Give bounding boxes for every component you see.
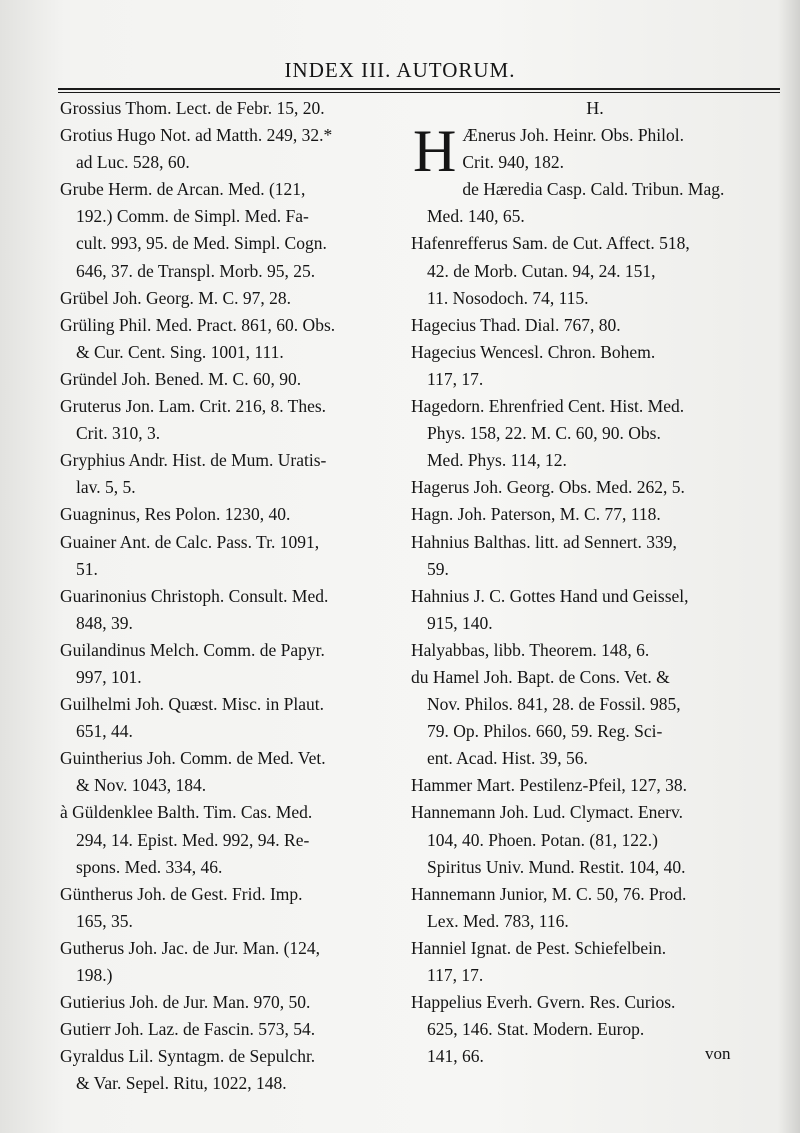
entry-continuation-line: & Nov. 1043, 184. xyxy=(76,775,207,796)
entry-line: Gründel Joh. Bened. M. C. 60, 90. xyxy=(60,368,302,389)
index-entry xyxy=(411,799,779,880)
entry-line: Hagn. Joh. Paterson, M. C. 77, 118. xyxy=(411,504,661,525)
entry-line: Guintherius Joh. Comm. de Med. Vet. xyxy=(60,748,326,769)
right-column xyxy=(411,95,779,1070)
index-entry xyxy=(60,366,404,393)
index-entry xyxy=(60,799,404,880)
entry-continuation-line: Lex. Med. 783, 116. xyxy=(427,910,569,931)
index-entry xyxy=(411,230,779,311)
entry-line: à Güldenklee Balth. Tim. Cas. Med. xyxy=(60,802,313,823)
index-entry xyxy=(411,312,779,339)
index-entry xyxy=(411,393,779,474)
header-rule xyxy=(58,88,780,90)
entry-continuation-line: 141, 66. xyxy=(427,1046,484,1067)
entry-continuation-line: 651, 44. xyxy=(76,721,133,742)
entry-line: Gryphius Andr. Hist. de Mum. Uratis- xyxy=(60,450,327,471)
index-entry xyxy=(60,881,404,935)
entry-continuation-line: Phys. 158, 22. M. C. 60, 90. Obs. xyxy=(427,423,661,444)
entry-line: Grotius Hugo Not. ad Matth. 249, 32.* xyxy=(60,125,333,146)
entry-continuation-line: 117, 17. xyxy=(427,965,484,985)
entry-line: Hagecius Thad. Dial. 767, 80. xyxy=(411,314,621,335)
index-entry xyxy=(60,95,404,122)
index-entry xyxy=(411,176,779,230)
index-entry xyxy=(60,745,404,799)
entry-continuation-line: 79. Op. Philos. 660, 59. Reg. Sci- xyxy=(427,721,663,742)
entry-continuation-line: spons. Med. 334, 46. xyxy=(76,856,223,877)
entry-continuation-line: & Var. Sepel. Ritu, 1022, 148. xyxy=(76,1073,287,1094)
entry-continuation-line: Nov. Philos. 841, 28. de Fossil. 985, xyxy=(427,694,681,715)
entry-line: Hahnius Balthas. litt. ad Sennert. 339, xyxy=(411,531,677,552)
left-column xyxy=(60,95,404,1097)
index-entry xyxy=(411,935,779,989)
entry-line: Grübel Joh. Georg. M. C. 97, 28. xyxy=(60,287,292,308)
entry-continuation-line: 165, 35. xyxy=(76,910,133,931)
entry-line: Guilandinus Melch. Comm. de Papyr. xyxy=(60,639,325,660)
index-entry xyxy=(411,501,779,528)
entry-line: Ænerus Joh. Heinr. Obs. Philol. xyxy=(462,125,685,146)
entry-continuation-line: 997, 101. xyxy=(76,666,142,687)
entry-line: Gyraldus Lil. Syntagm. de Sepulchr. xyxy=(60,1046,316,1067)
drop-capital: H xyxy=(413,118,457,185)
entry-line: Hagedorn. Ehrenfried Cent. Hist. Med. xyxy=(411,396,685,417)
index-entry xyxy=(60,637,404,691)
entry-line: Gruterus Jon. Lam. Crit. 216, 8. Thes. xyxy=(60,396,327,417)
entry-continuation-line: 294, 14. Epist. Med. 992, 94. Re- xyxy=(76,829,310,850)
entry-continuation-line: Spiritus Univ. Mund. Restit. 104, 40. xyxy=(427,856,686,877)
entry-line: du Hamel Joh. Bapt. de Cons. Vet. & xyxy=(411,666,670,687)
index-entry xyxy=(60,122,404,176)
entry-continuation-line: Crit. 310, 3. xyxy=(76,423,161,444)
entry-line: Hannemann Joh. Lud. Clymact. Enerv. xyxy=(411,802,683,823)
section-letter: H. xyxy=(586,98,604,118)
index-entry xyxy=(60,1043,404,1097)
index-entry xyxy=(411,583,779,637)
index-entry xyxy=(60,1016,404,1043)
entry-continuation-line: 915, 140. xyxy=(427,612,493,633)
entry-continuation-line: 646, 37. de Transpl. Morb. 95, 25. xyxy=(76,260,316,281)
entry-continuation-line: 42. de Morb. Cutan. 94, 24. 151, xyxy=(427,260,656,281)
index-entry xyxy=(60,935,404,989)
catchword: von xyxy=(705,1044,731,1063)
entry-line: Hanniel Ignat. de Pest. Schiefelbein. xyxy=(411,937,667,958)
entry-line: Gutherus Joh. Jac. de Jur. Man. (124, xyxy=(60,937,321,958)
page-edge-shadow xyxy=(778,0,800,1133)
entry-continuation-line: lav. 5, 5. xyxy=(76,477,136,498)
entry-continuation-line: 117, 17. xyxy=(427,368,484,389)
entry-line: Hahnius J. C. Gottes Hand und Geissel, xyxy=(411,585,689,606)
entry-continuation-line: Med. 140, 65. xyxy=(427,206,525,227)
entry-continuation-line: 104, 40. Phoen. Potan. (81, 122.) xyxy=(427,829,658,850)
entry-line: Hammer Mart. Pestilenz-Pfeil, 127, 38. xyxy=(411,775,688,796)
entry-continuation-line: cult. 993, 95. de Med. Simpl. Cogn. xyxy=(76,233,327,254)
entry-line: Guilhelmi Joh. Quæst. Misc. in Plaut. xyxy=(60,694,324,715)
entry-line: Grüling Phil. Med. Pract. 861, 60. Obs. xyxy=(60,314,336,335)
index-entry xyxy=(60,176,404,284)
index-entry xyxy=(60,312,404,366)
entry-continuation-line: Crit. 940, 182. xyxy=(462,152,564,173)
index-entry xyxy=(60,691,404,745)
entry-continuation-line: 192.) Comm. de Simpl. Med. Fa- xyxy=(76,206,309,227)
index-entry xyxy=(60,501,404,528)
index-entry xyxy=(60,989,404,1016)
entry-continuation-line: 59. xyxy=(427,558,449,579)
entry-line: Happelius Everh. Gvern. Res. Curios. xyxy=(411,992,676,1013)
index-entry xyxy=(60,529,404,583)
index-entry xyxy=(60,583,404,637)
entry-line: Gutierius Joh. de Jur. Man. 970, 50. xyxy=(60,992,311,1013)
entry-line: Guagninus, Res Polon. 1230, 40. xyxy=(60,504,291,525)
entry-continuation-line: 848, 39. xyxy=(76,612,133,633)
index-entry xyxy=(411,664,779,772)
index-entry xyxy=(411,637,779,664)
entry-line: Hafenrefferus Sam. de Cut. Affect. 518, xyxy=(411,233,690,254)
entry-line: de Hæredia Casp. Cald. Tribun. Mag. xyxy=(462,179,725,200)
running-header xyxy=(0,58,800,92)
entry-line: Güntherus Joh. de Gest. Frid. Imp. xyxy=(60,883,303,904)
entry-line: Grossius Thom. Lect. de Febr. 15, 20. xyxy=(60,98,325,118)
index-entry xyxy=(60,447,404,501)
index-entry xyxy=(411,881,779,935)
index-entry xyxy=(60,285,404,312)
entry-continuation-line: & Cur. Cent. Sing. 1001, 111. xyxy=(76,341,284,362)
header-title: INDEX III. AUTORUM. xyxy=(284,58,516,82)
index-entry xyxy=(411,772,779,799)
entry-line: Hagerus Joh. Georg. Obs. Med. 262, 5. xyxy=(411,477,685,498)
entry-line: Hannemann Junior, M. C. 50, 76. Prod. xyxy=(411,883,687,904)
entry-continuation-line: 198.) xyxy=(76,965,113,985)
index-entry xyxy=(60,393,404,447)
entry-line: Grube Herm. de Arcan. Med. (121, xyxy=(60,179,306,200)
entry-line: Halyabbas, libb. Theorem. 148, 6. xyxy=(411,639,650,660)
entry-continuation-line: ent. Acad. Hist. 39, 56. xyxy=(427,748,588,769)
entry-continuation-line: Med. Phys. 114, 12. xyxy=(427,450,567,471)
entry-line: Gutierr Joh. Laz. de Fascin. 573, 54. xyxy=(60,1019,316,1040)
entry-continuation-line: 625, 146. Stat. Modern. Europ. xyxy=(427,1019,645,1040)
right-column-entries xyxy=(411,118,779,1070)
entry-continuation-line: 11. Nosodoch. 74, 115. xyxy=(427,287,589,308)
header-rule-thin xyxy=(58,92,780,93)
entry-line: Guarinonius Christoph. Consult. Med. xyxy=(60,585,329,606)
entry-continuation-line: 51. xyxy=(76,558,98,579)
index-entry xyxy=(411,529,779,583)
entry-line: Guainer Ant. de Calc. Pass. Tr. 1091, xyxy=(60,531,320,552)
entry-continuation-line: ad Luc. 528, 60. xyxy=(76,152,190,173)
entry-line: Hagecius Wencesl. Chron. Bohem. xyxy=(411,341,656,362)
index-entry xyxy=(411,474,779,501)
index-entry xyxy=(411,339,779,393)
index-entry xyxy=(411,118,779,185)
